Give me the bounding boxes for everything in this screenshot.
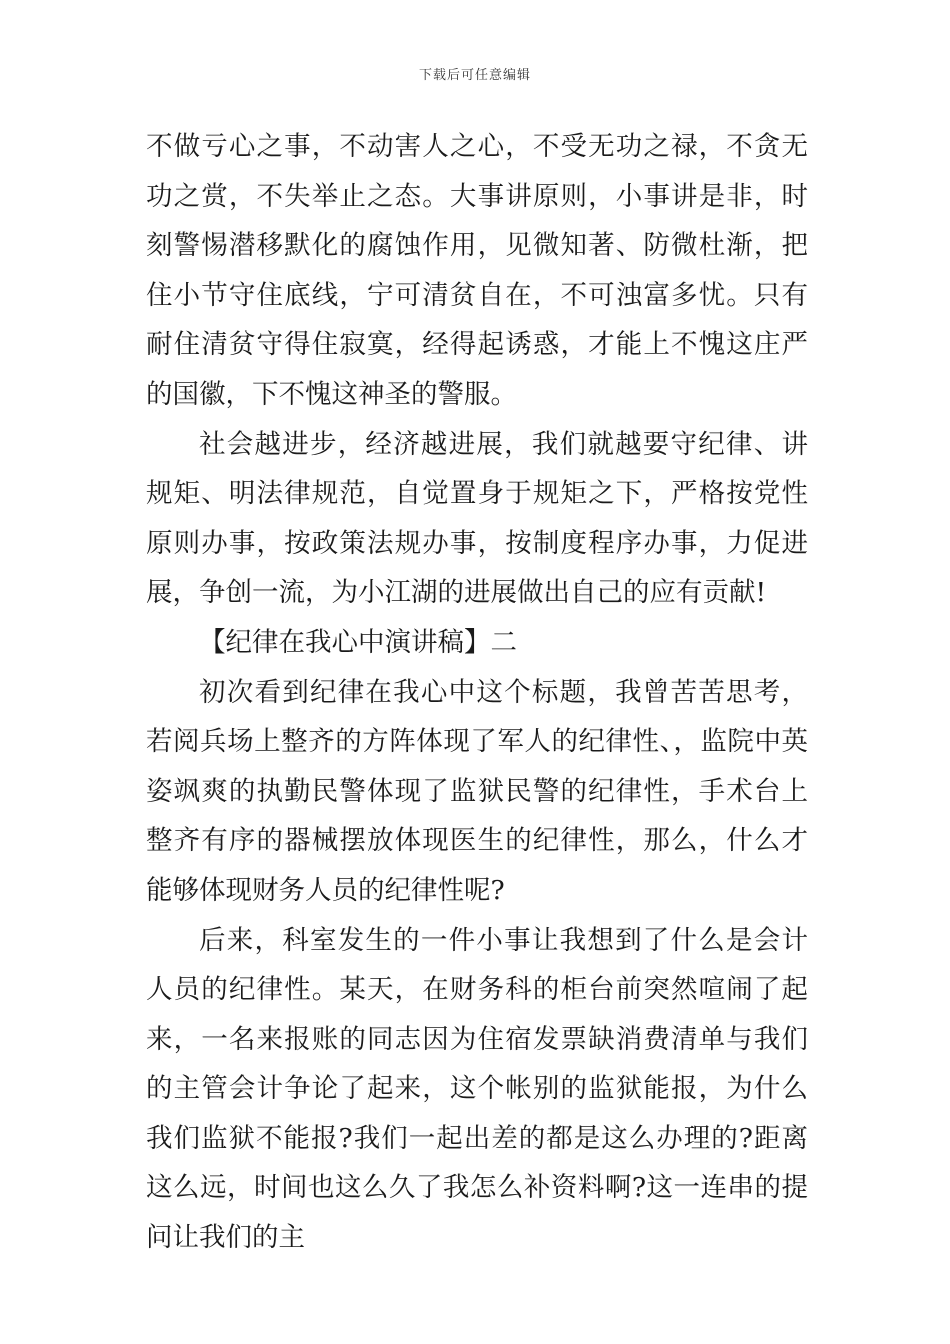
section-heading: 【纪律在我心中演讲稿】二 <box>199 626 517 658</box>
page-header-note: 下载后可任意编辑 <box>418 68 531 83</box>
document-body <box>146 122 808 1263</box>
paragraph-1: 不做亏心之事，不动害人之心，不受无功之禄，不贪无功之赏，不失举止之态。大事讲原则，小事讲是非，时刻警惕潜移默化的腐蚀作用，见微知著、防微杜渐，把住小节守住底线，宁可清贫自在，不可浊富多忧。只有耐住清贫守得住寂寞，经得起诱惑，才能上不愧这庄严的国徽，下不愧这神圣的警服。 <box>146 131 808 410</box>
paragraph-4: 后来，科室发生的一件小事让我想到了什么是会计人员的纪律性。某天，在财务科的柜台前突然喧闹了起来，一名来报账的同志因为住宿发票缺消费清单与我们的主管会计争论了起来，这个帐别的监狱能报，为什么我们监狱不能报?我们一起出差的都是这么办理的?距离这么远，时间也这么久了我怎么补资料啊?这一连串的提问让我们的主 <box>146 924 808 1254</box>
paragraph-2: 社会越进步，经济越进展，我们就越要守纪律、讲规矩、明法律规范，自觉置身于规矩之下，严格按党性原则办事，按政策法规办事，按制度程序办事，力促进展，争创一流，为小江湖的进展做出自己的应有贡献! <box>146 428 808 609</box>
paragraph-3: 初次看到纪律在我心中这个标题，我曾苦苦思考，若阅兵场上整齐的方阵体现了军人的纪律性、，监院中英姿飒爽的执勤民警体现了监狱民警的纪律性，手术台上整齐有序的器械摆放体现医生的纪律性，那么，什么才能够体现财务人员的纪律性呢? <box>146 676 808 906</box>
